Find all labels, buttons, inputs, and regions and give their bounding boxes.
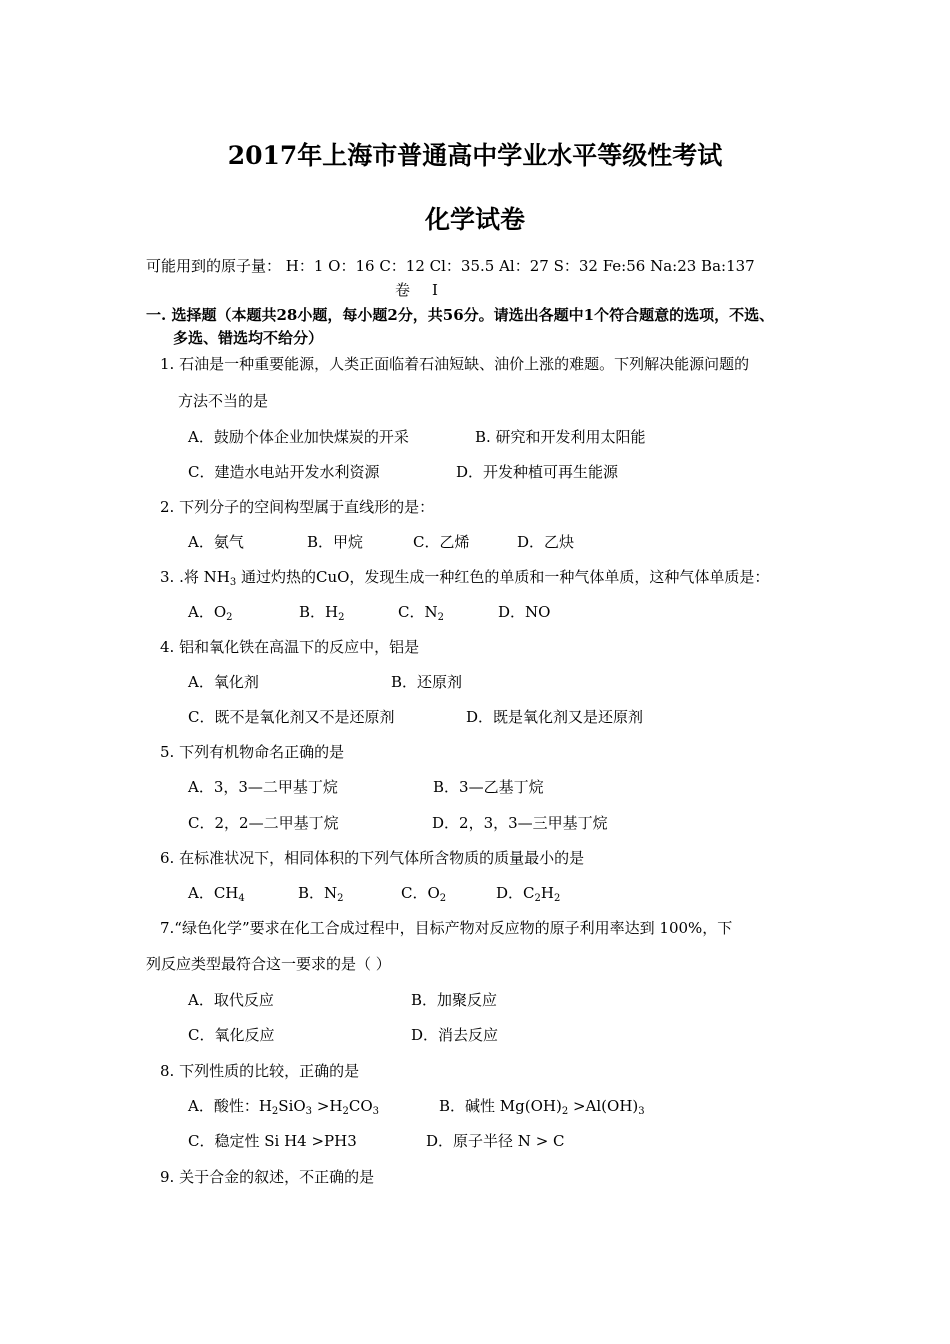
volume-label-text: 卷 — [395, 281, 411, 299]
q3-option-c-sub: 2 — [437, 612, 444, 623]
q7-option-a: A．取代反应 — [188, 991, 274, 1009]
q5-option-b: B．3—乙基丁烷 — [433, 778, 544, 796]
q6-option-d-mid: H — [540, 884, 554, 902]
q7-stem-line1: 7.“绿色化学”要求在化工合成过程中，目标产物对反应物的原子利用率达到 100%，下 — [160, 919, 733, 937]
q2-option-c: C．乙烯 — [413, 533, 470, 551]
q1-option-b: B. 研究和开发利用太阳能 — [475, 428, 646, 446]
q1-option-d: D．开发种植可再生能源 — [456, 463, 619, 481]
q2-option-d: D．乙炔 — [517, 533, 575, 551]
q3-option-a-text: A．O — [188, 603, 227, 621]
q8-option-b-mid1: >Al(OH) — [568, 1097, 639, 1115]
q6-option-d-sub1: 2 — [534, 893, 541, 904]
q2-option-b: B．甲烷 — [307, 533, 364, 551]
q3-stem-post: 通过灼热的CuO，发现生成一种红色的单质和一种气体单质，这种气体单质是： — [236, 568, 770, 586]
q8-option-b — [439, 1096, 645, 1116]
q8-option-b-sub2: 3 — [638, 1106, 645, 1117]
q3-stem-sub: 3 — [229, 577, 237, 588]
q9-stem: 9. 关于合金的叙述，不正确的是 — [160, 1168, 375, 1186]
q1-option-c: C．建造水电站开发水利资源 — [188, 463, 380, 481]
q6-option-b — [298, 883, 344, 903]
q8-option-a-sub1: 2 — [271, 1106, 279, 1117]
q8-option-a-sub2: 3 — [305, 1106, 313, 1117]
q7-option-d: D．消去反应 — [411, 1026, 499, 1044]
q7-stem-line2: 列反应类型最符合这一要求的是（ ） — [146, 955, 391, 973]
q3-option-a — [188, 602, 233, 622]
section-heading-line2: 多选、错选均不给分） — [173, 329, 324, 347]
q6-option-a-sub: 4 — [238, 893, 245, 904]
q7-option-c: C．氧化反应 — [188, 1026, 275, 1044]
q6-option-c-sub: 2 — [439, 893, 447, 904]
q6-option-a-text: A．CH — [188, 884, 239, 902]
q3-stem — [160, 567, 769, 587]
q5-stem: 5. 下列有机物命名正确的是 — [160, 743, 345, 761]
q3-option-a-sub: 2 — [226, 612, 233, 623]
volume-number: Ⅰ — [432, 281, 438, 299]
q6-option-c-text: C．O — [401, 884, 440, 902]
q1-option-a: A．鼓励个体企业加快煤炭的开采 — [188, 428, 409, 446]
q4-stem: 4. 铝和氧化铁在高温下的反应中，铝是 — [160, 638, 420, 656]
section-heading-line1: 一. 选择题（本题共28小题，每小题2分，共56分。请选出各题中1个符合题意的选项，不选、 — [146, 306, 775, 324]
q8-option-a-sub3: 2 — [342, 1106, 349, 1117]
q8-stem: 8. 下列性质的比较，正确的是 — [160, 1062, 360, 1080]
q6-stem: 6. 在标准状况下，相同体积的下列气体所含物质的质量最小的是 — [160, 849, 585, 867]
q5-option-a: A．3，3—二甲基丁烷 — [188, 778, 338, 796]
q7-option-b: B．加聚反应 — [411, 991, 498, 1009]
q4-option-b: B．还原剂 — [391, 673, 463, 691]
q6-option-c — [401, 883, 446, 903]
q6-option-d — [496, 883, 560, 903]
q1-stem-line2: 方法不当的是 — [178, 392, 269, 410]
exam-title: 2017年上海市普通高中学业水平等级性考试 — [227, 141, 723, 170]
q5-option-d: D．2，3，3—三甲基丁烷 — [432, 814, 608, 832]
section-heading — [146, 304, 836, 350]
q8-option-a-mid1: SiO — [278, 1097, 306, 1115]
q4-option-d: D．既是氧化剂又是还原剂 — [466, 708, 644, 726]
q8-option-a-mid3: CO — [348, 1097, 373, 1115]
q4-option-c: C．既不是氧化剂又不是还原剂 — [188, 708, 395, 726]
q5-option-c: C．2，2—二甲基丁烷 — [188, 814, 339, 832]
q6-option-b-text: B．N — [298, 884, 338, 902]
q8-option-a — [188, 1096, 379, 1116]
q3-option-c — [398, 602, 444, 622]
q3-option-d: D．NO — [498, 603, 551, 621]
exam-subtitle: 化学试卷 — [424, 205, 525, 234]
q8-option-a-sub4: 3 — [372, 1106, 379, 1117]
q8-option-c: C．稳定性 Si H4 >PH3 — [188, 1132, 357, 1150]
q6-option-a — [188, 883, 245, 903]
q8-option-a-pre: A．酸性：H — [188, 1097, 272, 1115]
q2-stem: 2. 下列分子的空间构型属于直线形的是： — [160, 498, 435, 516]
q3-option-c-text: C．N — [398, 603, 438, 621]
q6-option-d-sub2: 2 — [553, 893, 561, 904]
q8-option-b-sub1: 2 — [561, 1106, 569, 1117]
q6-option-b-sub: 2 — [337, 893, 344, 904]
q3-option-b-sub: 2 — [338, 612, 345, 623]
q3-option-b — [299, 602, 344, 622]
q6-option-d-text: D．C — [496, 884, 535, 902]
q8-option-b-pre: B．碱性 Mg(OH) — [439, 1097, 562, 1115]
q2-option-a: A．氨气 — [188, 533, 244, 551]
q3-option-b-text: B．H — [299, 603, 339, 621]
q8-option-a-mid2: >H — [312, 1097, 343, 1115]
q4-option-a: A．氧化剂 — [188, 673, 259, 691]
q8-option-d: D．原子半径 N > C — [426, 1132, 565, 1150]
atomic-masses: 可能用到的原子量： H：1 O：16 C：12 Cl：35.5 Al：27 S：32 Fe:56 Na:23 Ba:137 — [146, 257, 755, 275]
volume-label — [395, 279, 438, 300]
q1-stem-line1: 1. 石油是一种重要能源，人类正面临着石油短缺、油价上涨的难题。下列解决能源问题的 — [160, 355, 750, 373]
q3-stem-pre: 3. .将 NH — [160, 568, 230, 586]
